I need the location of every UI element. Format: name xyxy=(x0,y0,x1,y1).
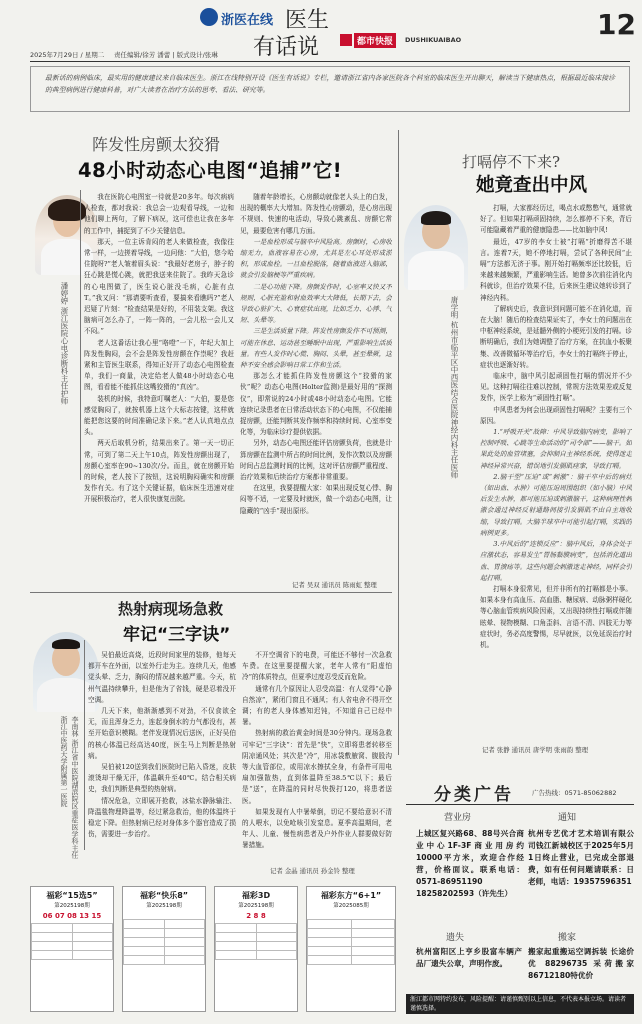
paragraph: 情况危急，立即展开抢救，冰盐水静脉输注、降温毯物理降温等，经过紧急救治，他的体温终于稳定下降。但热射病已经对身体多个器官造成了损伤，需要进一步治疗。 xyxy=(88,796,236,839)
partner-pinyin: DUSHIKUAIBAO xyxy=(405,36,462,44)
article1-column2 xyxy=(240,192,392,562)
ad-business-label: 营业房 xyxy=(444,813,472,823)
lottery-name: 福彩东方“6+1” xyxy=(320,891,382,900)
paragraph: 在这里，我要提醒大家：如果出现反复心悸、胸闷等不适，一定要及时就医，做一个动态心电图，让隐藏的“凶手”现出原形。 xyxy=(240,484,392,515)
article1-headline: 48小时动态心电图“追捕”它! xyxy=(78,159,343,182)
site-logo-icon xyxy=(200,8,218,26)
intro-box xyxy=(30,66,630,112)
classified-title: 分类广告 xyxy=(434,785,514,805)
lottery-name: 福彩“15选5” xyxy=(46,891,98,900)
article2-byline: 记者 张静 通讯员 唐学明 张雨韵 整理 xyxy=(482,746,589,754)
page-number: 12 xyxy=(597,8,636,41)
lottery-panel xyxy=(30,886,114,1012)
paragraph: 一是血栓形成与脑卒中风险高。房颤时，心房收缩无力，血液容易在心房，尤其是左心耳处形成淤积，形成血栓。一旦血栓脱落，随着血液进入脑部，就会引发脑梗等严重疾病。 xyxy=(240,237,392,280)
article1-column1 xyxy=(84,192,234,562)
paragraph: 临床中，脑中风引起顽固性打嗝的情况并不少见。这种打嗝往往难以控制，常规方法效果差或反复发作，医学上称为“顽固性打嗝”。 xyxy=(480,372,632,403)
paragraph: 如果发现有人中暑晕倒，切记不要给意识不清的人喂水，以免呛咳引发窒息。夏季高温期间，老年人、儿童、慢性病患者及户外作业人群要做好防暑措施。 xyxy=(242,807,392,850)
paragraph: 3.中风后的“连锁反应”：脑中风后，身体会处于应激状态，容易发生“胃肠黏膜病变”，包括消化道出血、胃溃疡等。这些问题会刺激迷走神经，同样会引起打嗝。 xyxy=(480,540,632,582)
classified-footer: 浙江都市网特约发布，风险提醒：请谨慎甄别以上信息，不代表本报立场。请读者谨慎选择。 xyxy=(406,994,634,1014)
article3-kicker: 热射病现场急救 xyxy=(118,600,224,618)
lottery-panel xyxy=(214,886,298,1012)
lottery-name: 福彩“快乐8” xyxy=(139,891,189,900)
ad-moving-body: 搬家起重搬运空调拆装 长途价优 88296735 采荷搬家86712180特优价 xyxy=(528,947,634,980)
ad-notice-body: 杭州专艺优才艺术培训有限公司钱江新城校区于2025年5月1日终止营业，已完成全部退费，如有任何问题请联系：日老师，电话：19357596351 xyxy=(528,829,634,886)
lottery-numbers: 06 07 08 13 15 xyxy=(42,912,102,920)
column-name-line1: 医生 xyxy=(285,8,330,33)
lottery-table xyxy=(31,923,113,960)
article2-doctor-photo xyxy=(404,205,468,290)
paragraph: 打嗝，大家都经历过，喝点水或憋憋气，通常就好了。但如果打嗝顽固持续，怎么都停不下来，背后可能隐藏着严重的健康隐患——比如脑中风! xyxy=(480,204,632,235)
paragraph: 另外，动态心电图还能评估房颤负荷，也就是计算房颤在监测中所占的时间比例，发作次数以及房颤时间占总监测时间的比例，这对评估房颤严重程度、治疗效果和后续治疗方案都非常重要。 xyxy=(240,439,392,482)
masthead xyxy=(0,0,642,64)
partner-logo-icon xyxy=(340,34,352,46)
classified-section xyxy=(406,780,634,1016)
paragraph: 了解病史后，我意识到问题可能不在消化道，而在大脑！随后的检查结果证实了，李女士的问题出在中枢神经系统，是延髓外侧的小梗死引发的打嗝。诊断明确后，我们为她调整了治疗方案，在抗血小板聚集、改善微循环等治疗后，李女士的打嗝终于停止，症状也逐渐好转。 xyxy=(480,304,632,369)
paragraph: 老人这番话让我心里“咯噔”一下，年纪大加上阵发性胸闷，会不会是阵发性房颤在作祟呢？我赶紧和主管医生联系，得知正好开了动态心电图检查单，我们一商量，决定给老人做48小时动态心电图，看看能不能抓住这嘴狡猾的“真凶”。 xyxy=(84,338,234,392)
ad-lost-label: 遗失 xyxy=(446,933,465,943)
lottery-panel xyxy=(306,886,396,1012)
paragraph: 装机的时候，我特意叮嘱老人：“大伯，要是您感觉胸闷了，就按机器上这个大标志按键，这样就能把您这要的时间准确记录下来。”老人认真地点点头。 xyxy=(84,394,234,437)
lottery-issue: 第2025198期 xyxy=(54,903,90,909)
classified-hotline: 广告热线：0571-85062882 xyxy=(532,789,617,797)
article1-doctor-caption: 潘婷婷 浙江医院心电诊断科主任护师 xyxy=(60,282,69,405)
article1-kicker: 阵发性房颤太狡猾 xyxy=(92,135,221,154)
paragraph: 中风患者为何会出现顽固性打嗝呢？主要有三个原因。 xyxy=(480,405,632,425)
article1-byline: 记者 吴双 通讯员 陈雨虹 整理 xyxy=(292,581,377,589)
article3-doctor-caption: 李南林 浙江省中医院湖滨院区重症医学科主任 浙江中医药大学附属第一医院 xyxy=(60,716,79,859)
paragraph: 那怎么才能抓住阵发性房颤这个“狡猾的家伙”呢？动态心电图(Holter监测)是最好用的“探测仪”，即常说的24小时或48小时动态心电图。它能连续记录患者在日常活动状态下的心电图，不仅能捕捉房颤，还能判断其发作频率和持续时间、心室率变化等，为临床诊疗提供依据。 xyxy=(240,372,392,437)
lottery-table xyxy=(215,923,297,960)
paragraph: 几天下来，他渐渐感到不对劲，不仅食欲全无，而且浑身乏力，连起身倒水的力气都没有，甚至开始意识模糊。老伴发现情况后送医，正好吴伯的核心体温已经高达40度，医生马上判断是热射病。 xyxy=(88,707,236,760)
column-divider xyxy=(398,130,399,755)
article2-kicker: 打嗝停不下来? xyxy=(462,153,561,171)
article3-vertical-rule xyxy=(84,640,85,850)
article3-column2 xyxy=(242,650,392,850)
paragraph: 三是生活质量下降。阵发性房颤发作不可预测，可能在休息、运动甚至睡眠中出现，严重影响生活质量。有些人发作时心慌、胸闷、头晕，甚至晕厥，这种不安全感会影响日常工作和生活。 xyxy=(240,327,392,370)
ad-business-body: 上城区复兴路68、88号兴合商业中心1F-3F商业用房约10000平方米，欢迎合作经营，价格面议。联系电话：0571-86951190 18258202593（许先生） xyxy=(416,829,524,898)
date-line: 2025年7月29日 / 星期二 xyxy=(30,51,105,59)
article2-column xyxy=(480,203,632,743)
paragraph: 我在医院心电图室一待就是20多年。每次病病人检查，都对我说：我总会一边观看导线，一边和他们聊上两句，了解下病况，这可偿也让我在多年的工作中，捕捉到了不少关键信息。 xyxy=(84,193,234,235)
article2-doctor-caption: 唐学明 杭州市临平区中西医结合医院神经内科主任医师 xyxy=(450,296,459,479)
paragraph: 随着年龄增长，心房颤动就像老人头上的白发，出现的概率大大增加。阵发性心房颤动，是心房出现不规则、快速的电活动，导致心跳紊乱、房颤它常见，最要危害有哪几方面。 xyxy=(240,193,392,235)
masthead-rule xyxy=(30,61,630,62)
editor-line: 责任编辑/徐芳 潘蕾 | 版式设计/张琳 xyxy=(114,51,218,59)
lottery-numbers: 2 8 8 xyxy=(246,912,266,920)
paragraph: 二是心功能下降。房颤发作时，心室率又快又不规则，心脏充盈和射血效率大大降低，长期下去，会导致心脏扩大、心衰症状出现，比如乏力、心悸、气短、头晕等。 xyxy=(240,282,392,325)
partner-name: 都市快报 xyxy=(354,33,396,48)
lottery-strip xyxy=(30,886,396,1016)
paragraph: 热射病的救治黄金时间是30分钟内。现场急救可牢记“三字诀”：首先是“快”，立即将患者转移至阴凉通风处；其次是“冷”，用冰袋敷腋窝、腹股沟等大血管部位，或用凉水擦拭全身，有条件可用电扇加强散热，直到体温降至38.5℃以下；最后是“送”，在降温的同时尽快拨打120，将患者送医。 xyxy=(242,729,392,805)
paragraph: 2.脑干型“压迫”或“刺激”：脑干卒中后的病灶（如出血、水肿）可能压迫周围组织（如小脑）中风后发生水肿，都可能压迫或刺激脑干，这种病理性刺激会通过神经反射通路间接引发膈肌不由自主地收缩，导致打嗝。大脑半球卒中可能引起打嗝，实践的病例更多。 xyxy=(480,472,632,537)
paragraph: 吴伯被120送到我们医院时已陷入昏迷，皮肤滚烫却干燥无汗，体温飙升至40℃。结合相关病史，我们判断是典型的热射病。 xyxy=(88,763,236,794)
paragraph: 通常有几个原因让人忍受高温：有人觉得“心静自然凉”，紧闭门窗且不通风；有人省电舍不得开空调；有的老人身体感知迟钝，不知道自己已经中暑。 xyxy=(242,684,392,727)
paragraph: 打嗝本身很常见，但并非所有的打嗝都是小事。如果本身有高血压、高血脂、糖尿病、动脉粥样硬化等心脑血管疾病风险因素，又出现持续性打嗝或伴随眩晕、视物模糊、口角歪斜、言语不清、四肢无力等症状时，务必高度警惕，尽早就医，以免延误治疗时机。 xyxy=(480,584,632,649)
paragraph: 那天，一位主诉肯闷的老人来做检查，我像往常一样，一边搓着导线，一边问他：“大伯，您今哈住院呀?”老人皱着眉头说：“我最好老房子，脖子的狂心跳是慌心跳，就把我送来住院了。我昨天急诊的心电图做了，医生说心脏没毛病，心脏有点 T。”我又问：“那请要听查看，要搞来看瞧吗?”老人迟疑了片刻：“检查结果是好的，不用装支架。我这脑病可怎么办了，一阵一阵的，一会儿松一会儿又不闷。” xyxy=(84,237,234,336)
lottery-issue: 第2025198期 xyxy=(146,903,182,909)
classified-rule xyxy=(406,804,634,805)
article3-top-rule xyxy=(30,592,392,593)
lottery-table xyxy=(307,919,395,965)
lottery-issue: 第2025198期 xyxy=(238,903,274,909)
paragraph: 吴伯最近高烧，近段时间家里的装修，他每天都开车在外面，以室外行走为主。连续几天，他感觉头晕、乏力，胸闷的情况越来越严重。今天，杭州气温持续攀升，但是他为了省钱，硬是忍着没开空调。 xyxy=(88,651,236,704)
lottery-name: 福彩3D xyxy=(241,891,271,900)
site-name: 浙医在线 xyxy=(221,13,274,28)
article1-vertical-rule xyxy=(80,190,81,480)
article3-byline: 记者 金晶 通讯员 孙金铃 整理 xyxy=(270,867,355,875)
paragraph: 两天后取机分析，结果出来了。第一天一切正常，可到了第二天上午10点，阵发性房颤出现了，房颤心室率在90~130次/分。而且，就在房颤开始的时候，老人按下了按钮，这说明胸闷确实和房颤发作有关。有了这个关键证据，临床医生迅速对症开展积极治疗，老人很快康复出院。 xyxy=(84,439,234,504)
article3-headline: 牢记“三字诀” xyxy=(123,625,231,645)
lottery-issue: 第2025085期 xyxy=(333,903,369,909)
column-name-line2: 有话说 xyxy=(253,35,320,60)
intro-text: 最新话的病例临床，最实用的健康建议来自临床医生。浙江在线特别开设《医生有话说》专栏，邀请浙江省内各家医院各个科室的临床医生开出聊天，解读当下健康热点，根据最近临床接诊的典型病例进行健康科普，对广大读者在治疗方法的思考、看法、研究等。 xyxy=(45,74,615,94)
ad-notice-label: 通知 xyxy=(558,813,577,823)
article3-column1 xyxy=(88,650,236,865)
ad-moving-label: 搬家 xyxy=(558,933,577,943)
article2-headline: 她竟查出中风 xyxy=(476,175,588,196)
ad-lost-body: 杭州富阳区上亨乡股富车辆产品厂遗失公章，声明作废。 xyxy=(416,947,522,968)
lottery-panel xyxy=(122,886,206,1012)
lottery-table xyxy=(123,919,205,965)
paragraph: 最近，47岁的李女士被“打嗝”折磨得苦不堪言。连着7天，她不停地打嗝，尝试了各种民间“止嗝”方法都无济于事。刚开始打嗝频率还比较低，后来越来越频繁，严重影响生活。她曾多次前往消化内科就诊，但治疗效果不佳，后来医生建议她转诊到了神经内科。 xyxy=(480,237,632,302)
paragraph: 不开空调省下的电费，可能还不够付一次急救车费。在这里要提醒大家，老年人常有“阳虚怕冷”的体质特点，但夏季过度忍受反而危险。 xyxy=(242,651,392,682)
paragraph: 1.“呼吸开关”故障：中风导致脑内病变，影响了控制呼吸、心跳等生命活动的“司令部”——脑干。如果此处的血管堵塞，会抑制自主神经系统，使得迷走神经异常兴奋，错误地引发膈肌痉挛，导致打嗝。 xyxy=(480,428,632,470)
